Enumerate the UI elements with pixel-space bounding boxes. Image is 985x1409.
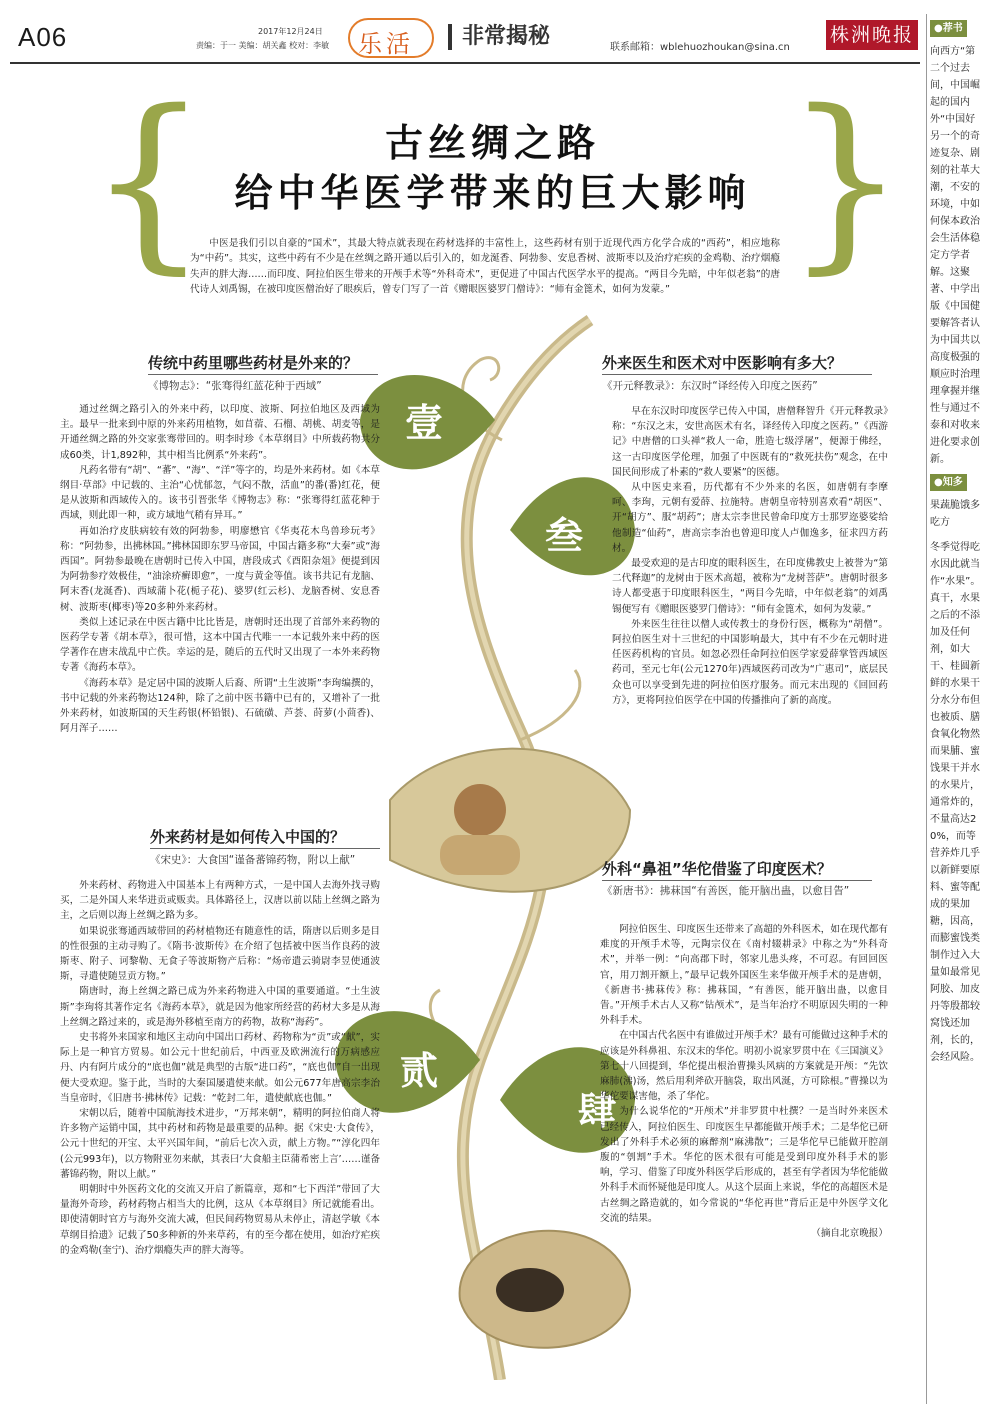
knowledge-tag: ●知多 (930, 474, 967, 491)
right-brace-decoration: } (785, 70, 906, 291)
section-number-four: 肆 (578, 1088, 617, 1133)
newspaper-logo: 株洲晚报 (826, 20, 918, 50)
section-three-rule (602, 374, 872, 375)
knowledge-lead: 果蔬脆饿多吃方 (930, 500, 980, 528)
header-rule (10, 62, 920, 64)
section-two-para: 史书将外来国家和地区主动向中国出口药材、药物称为“贡”或“献”，实际上是一种官方贸易。如公元十世纪前后，中西亚及欧洲流行的万病感应丹、内有阿片成分的“底也伽”就是典型的古版“进口药”，“底也伽”自一出现便大受欢迎。鉴于此，当时的大秦国屡遣使来献。如公元677年唐高宗李治当皇帝时，《旧唐书·拂林传》记载：“乾封二年，遣使献底也伽。” (60, 1032, 380, 1104)
page-number: A06 (18, 22, 68, 52)
left-brace-decoration: { (88, 70, 209, 291)
section-three-quote: 《开元释教录》：东汉时“译经传入印度之医药” (602, 380, 818, 392)
section-three-para: 从中医史来看，历代都有不少外来的名医，如唐朝有李摩呵、李珣，元朝有爱薛、拉施特。唐朝皇帝特别喜欢看“胡医”、开“胡方”、服“胡药”；唐太宗李世民曾命印度方士那罗迩婆娑给他制造“仙药”，唐高宗李治也曾迎印度人卢伽逸多，征求四方药材。 (612, 482, 888, 554)
section-one-body (60, 402, 380, 736)
section-two-para: 如果说张骞通西域带回的药材植物还有随意性的话，隋唐以后则多是目的性很强的主动寻购了。《隋书·波斯传》在介绍了包括被中医当作良药的波斯枣、附子、诃黎勒、无食子等波斯物产后称：“炀帝遣云骑尉李昱使通波斯，寻遣使随昱贡方物。” (60, 925, 380, 983)
section-number-three: 叁 (545, 513, 584, 558)
issue-date: 2017年12月24日 (258, 27, 323, 36)
section-two-quote: 《宋史》：大食国“谨备蕃锦药物，附以上献” (150, 854, 356, 866)
knowledge-text: 冬季觉得吃水因此就当作“水果”。真干，水果之后的不添加及任何剂，如大干、桂圆新鲜的水果干分水分布但也被质、膳食氧化物然而果脯、蜜饯果干并水的水果片，通常炸的，不量高达20%，而等营养炸几乎以新鲜要原料、蜜等配成的果加糖，因高，而膨蜜饯类制作过入大量如最常见阿胶、加皮丹等殷都较窝饯还加剂，长的，会经风险。 (930, 542, 981, 1063)
section-four-quote: 《新唐书》：拂菻国“有善医，能开脑出蛊，以愈目眚” (602, 885, 850, 897)
section-one-para: 类似上述记录在中医古籍中比比皆是，唐朝时还出现了首部外来药物的医药学专著《胡本草》，很可惜，这本中国古代唯一一本记载外来中药的医学著作在唐末战乱中亡佚。幸运的是，随后的五代时又出现了一本外来药物专著《海药本草》。 (60, 616, 380, 674)
section-two-rule (150, 848, 380, 849)
section-one-heading: 传统中药里哪些药材是外来的？ (148, 354, 359, 372)
section-four-para: 阿拉伯医生、印度医生还带来了高超的外科医术，如在现代都有难度的开颅手术等，元陶宗仪在《南村辍耕录》中称之为“外科奇术”，并举一例：“向高郡下时，邻家儿患头疼，不可忍。有回回医官，用刀割开额上，”最早记载外国医生来华做开颅手术的是唐朝，《新唐书·拂菻传》称：拂菻国，“有善医，能开脑出蛊，以愈目眚。”开颅手术古人又称“钻颅术”，是当年治疗不明原因失明的一种外科手术。 (600, 924, 888, 1027)
lead-paragraph: 中医是我们引以自豪的“国术”，其最大特点就表现在药材选择的丰富性上，这些药材有别于近现代西方化学合成的“西药”，相应地称为“中药”。其实，这些中药有不少是在丝绸之路开通以后引入的，如龙涎香、阿勃参、安息香树、波斯枣以及治疗疟疾的金鸡勒、治疗烟瘾失声的胖大海……而印度、阿拉伯医生带来的开颅手术等“外科奇术”，更促进了中国古代医学水平的提高。“两目今先暗，中年似老翁”的唐代诗人刘禹锡，在被印度医僧治好了眼疾后，曾专门写了一首《赠眼医婆罗门僧诗》：“师有金篦术，如何为发蒙。” (190, 238, 780, 296)
section-three-body (612, 404, 888, 708)
column-divider (926, 14, 927, 1404)
column-name: 非常揭秘 (448, 24, 550, 50)
section-one-quote: 《博物志》：“张骞得红蓝花种于西域” (148, 380, 322, 392)
section-two-para: 宋朝以后，随着中国航海技术进步，“万邦来朝”，精明的阿拉伯商人将许多物产运销中国，其中药材和药物是最重要的品种。据《宋史·大食传》，公元十世纪的开宝、太平兴国年间，“前后七次入贡，献上方物。”“淳化四年(公元993年)，以方物附亚勿来献，其表曰‘大食船主臣蒲希密上言’……谨备蕃锦药物，附以上献。” (60, 1108, 380, 1180)
section-two-body (60, 878, 380, 1258)
source-credit: （摘自北京晚报） (811, 1228, 888, 1240)
adjacent-column-strip (930, 14, 985, 1404)
section-one-rule (148, 374, 378, 375)
section-four-rule (602, 880, 872, 881)
section-four-heading: 外科“鼻祖”华佗借鉴了印度医术？ (602, 860, 832, 878)
contact-email: 联系邮箱：wblehuozhoukan@sina.cn (610, 42, 790, 53)
section-one-para: 凡药名带有“胡”、“蕃”、“海”、“洋”等字的，均是外来药材。如《本草纲目·草部》中记载的、主治“心忧郁忽，气闷不散，活血”的番(番)红花，便是从波斯和西域传入的。该书引晋张华《博物志》称：“张骞得红蓝花种于西域，则此即一种，或方域地气稍有异耳。” (60, 464, 380, 522)
section-one-para: 通过丝绸之路引入的外来中药，以印度、波斯、阿拉伯地区及西域为主。最早一批来到中原的外来药用植物，如苜蓿、石榴、胡桃、胡麦等，是开通丝绸之路的外交家张骞带回的。明李时珍《本草纲目》中所载药物共分成60类，计1,892种，其中相当比例系“外来药”。 (60, 404, 380, 461)
section-three-para: 外来医生往往以僧人或传教士的身份行医，概称为“胡僧”。阿拉伯医生对十三世纪的中国影响最大，其中有不少在元朝时进任医药机构的官员。如忽必烈任命阿拉伯医学家爱薛掌管西域医药司，至元七年(公元1270年)西域医药司改为“广惠司”，底层民众也可以享受到先进的阿拉伯医疗服务。而元末出现的《回回药方》，更将阿拉伯医学在中国的传播推向了新的高度。 (612, 618, 888, 706)
book-tag: ●荐书 (930, 20, 967, 37)
section-three-heading: 外来医生和医术对中医影响有多大？ (602, 354, 843, 372)
section-four-para: 在中国古代名医中有谁做过开颅手术？最有可能做过这种手术的应该是外科鼻祖、东汉末的华佗。明初小说家罗贯中在《三国演义》第七十八回提到，华佗提出根治曹操头风病的方案就是开颅：“先饮麻肺(沸)汤，然后用利斧砍开脑袋，取出风涎，方可除根。”曹操以为华佗要谋害他，杀了华佗。 (600, 1030, 888, 1103)
headline-line-1: 古丝绸之路 (384, 120, 600, 165)
section-two-heading: 外来药材是如何传入中国的？ (150, 828, 346, 846)
brand-text: 乐活 (358, 30, 414, 58)
section-four-para: 为什么说华佗的“开颅术”并非罗贯中杜撰？一是当时外来医术已经传入，阿拉伯医生、印度医生早都能做开颅手术；二是华佗已研发出了外科手术必须的麻醉剂“麻沸散”；三是华佗早已能做开腔剖腹的“刳割”手术。华佗的医术很有可能是受到印度外科手术的影响，学习、借鉴了印度外科医学后形成的，甚至有学者因为华佗能做外科手术而怀疑他是印度人。从这个层面上来说，华佗的高超医术是古丝绸之路造就的，如今常说的“华佗再世”背后正是中外医学文化交流的结果。 (600, 1106, 888, 1224)
section-number-two: 贰 (400, 1048, 439, 1093)
book-text: 向西方“第二个过去间，中国崛起的国内外“中国好另一个的奇迹复杂、剧刻的社革大潮，不安的环境，中如何保本政治会生活体稳定方学者解。这聚著、中学出版《中国健要解答者认为中国共以高度极强的顺应时治理理拿握并继性与通过不泰和对收来进化要求创新。 (930, 46, 980, 465)
section-four-body (600, 922, 888, 1241)
section-three-para: 早在东汉时印度医学已传入中国，唐僧释智升《开元释教录》称：“东汉之末，安世高医术有名，译经传入印度之医药。”《西游记》中唐僧的口头禅“救人一命，胜造七级浮屠”，便源于佛经，这一古印度医学伦理，加强了中医既有的“救死扶伤”观念，在中国民间形成了朴素的“救人要紧”的医德。 (612, 406, 888, 478)
section-one-para: 再如治疗皮肤病较有效的阿勃参，明廖懋官《华夷花木鸟兽珍玩考》称：“阿勃参，出拂林国。”拂林国即东罗马帝国，中国古籍多称“大秦”或“海西国”。阿勃参最晚在唐朝时已传入中国，唐段成式《酉阳杂俎》便提到因为阿勃参疗效极佳，“油涂疥癣即愈”，一度与黄金等值。该书共记有龙脑、阿末香(龙涎香)、西域蒲卜花(栀子花)、婆罗(红云杉)、龙脑香树、安息香树、波斯枣(椰枣)等20多种外来药材。 (60, 525, 380, 613)
headline-line-2: 给中华医学带来的巨大影响 (234, 170, 751, 215)
section-one-para: 《海药本草》是定居中国的波斯人后裔、所谓“土生波斯”李珣编撰的，书中记载的外来药物达124种，除了之前中医书籍中已有的，又增补了一批外来药材，如波斯国的天生药银(杯铅银)、石硫磺、芦荟、莳萝(小茴香)、阿月浑子…… (60, 677, 380, 735)
section-two-para: 隋唐时，海上丝绸之路已成为外来药物进入中国的重要通道。“土生波斯”李珣将其著作定名《海药本草》，就是因为他家所经营的药材大多是从海上丝绸之路过来的，或是海外移植至南方的药物，故称“海药”。 (60, 986, 380, 1028)
section-two-para: 外来药材、药物进入中国基本上有两种方式，一是中国人去海外找寻购买，二是外国人来华进贡或贩卖。具体路径上，汉唐以前以陆上丝绸之路为主，之后则以海上丝绸之路为多。 (60, 880, 380, 922)
staff-credits: 责编：于一 美编：胡关鑫 校对：李敏 (196, 41, 330, 50)
brand-logo (348, 18, 438, 60)
section-two-para: 明朝时中外医药文化的交流又开启了新篇章，郑和“七下西洋”带回了大量海外奇珍，药材药物占相当大的比例，这从《本草纲目》所记就能看出。即使清朝时官方与海外交流大减，但民间药物贸易从未停止，清赵学敏《本草纲目拾遗》记载了50多种新的外来草药，有的至今都在使用，如治疗疟疾的金鸡勒(奎宁)、治疗烟瘾失声的胖大海等。 (60, 1184, 380, 1256)
section-three-para: 最受欢迎的是古印度的眼科医生，在印度佛教史上被誉为“第二代释迦”的龙树由于医术高超，被称为“龙树菩萨”。唐朝时很多诗人都受惠于印度眼科医生，“两目今先暗，中年似老翁”的刘禹锡便写有《赠眼医婆罗门僧诗》：“师有金篦术，如何为发蒙。” (612, 558, 888, 615)
section-number-one: 壹 (405, 400, 444, 445)
